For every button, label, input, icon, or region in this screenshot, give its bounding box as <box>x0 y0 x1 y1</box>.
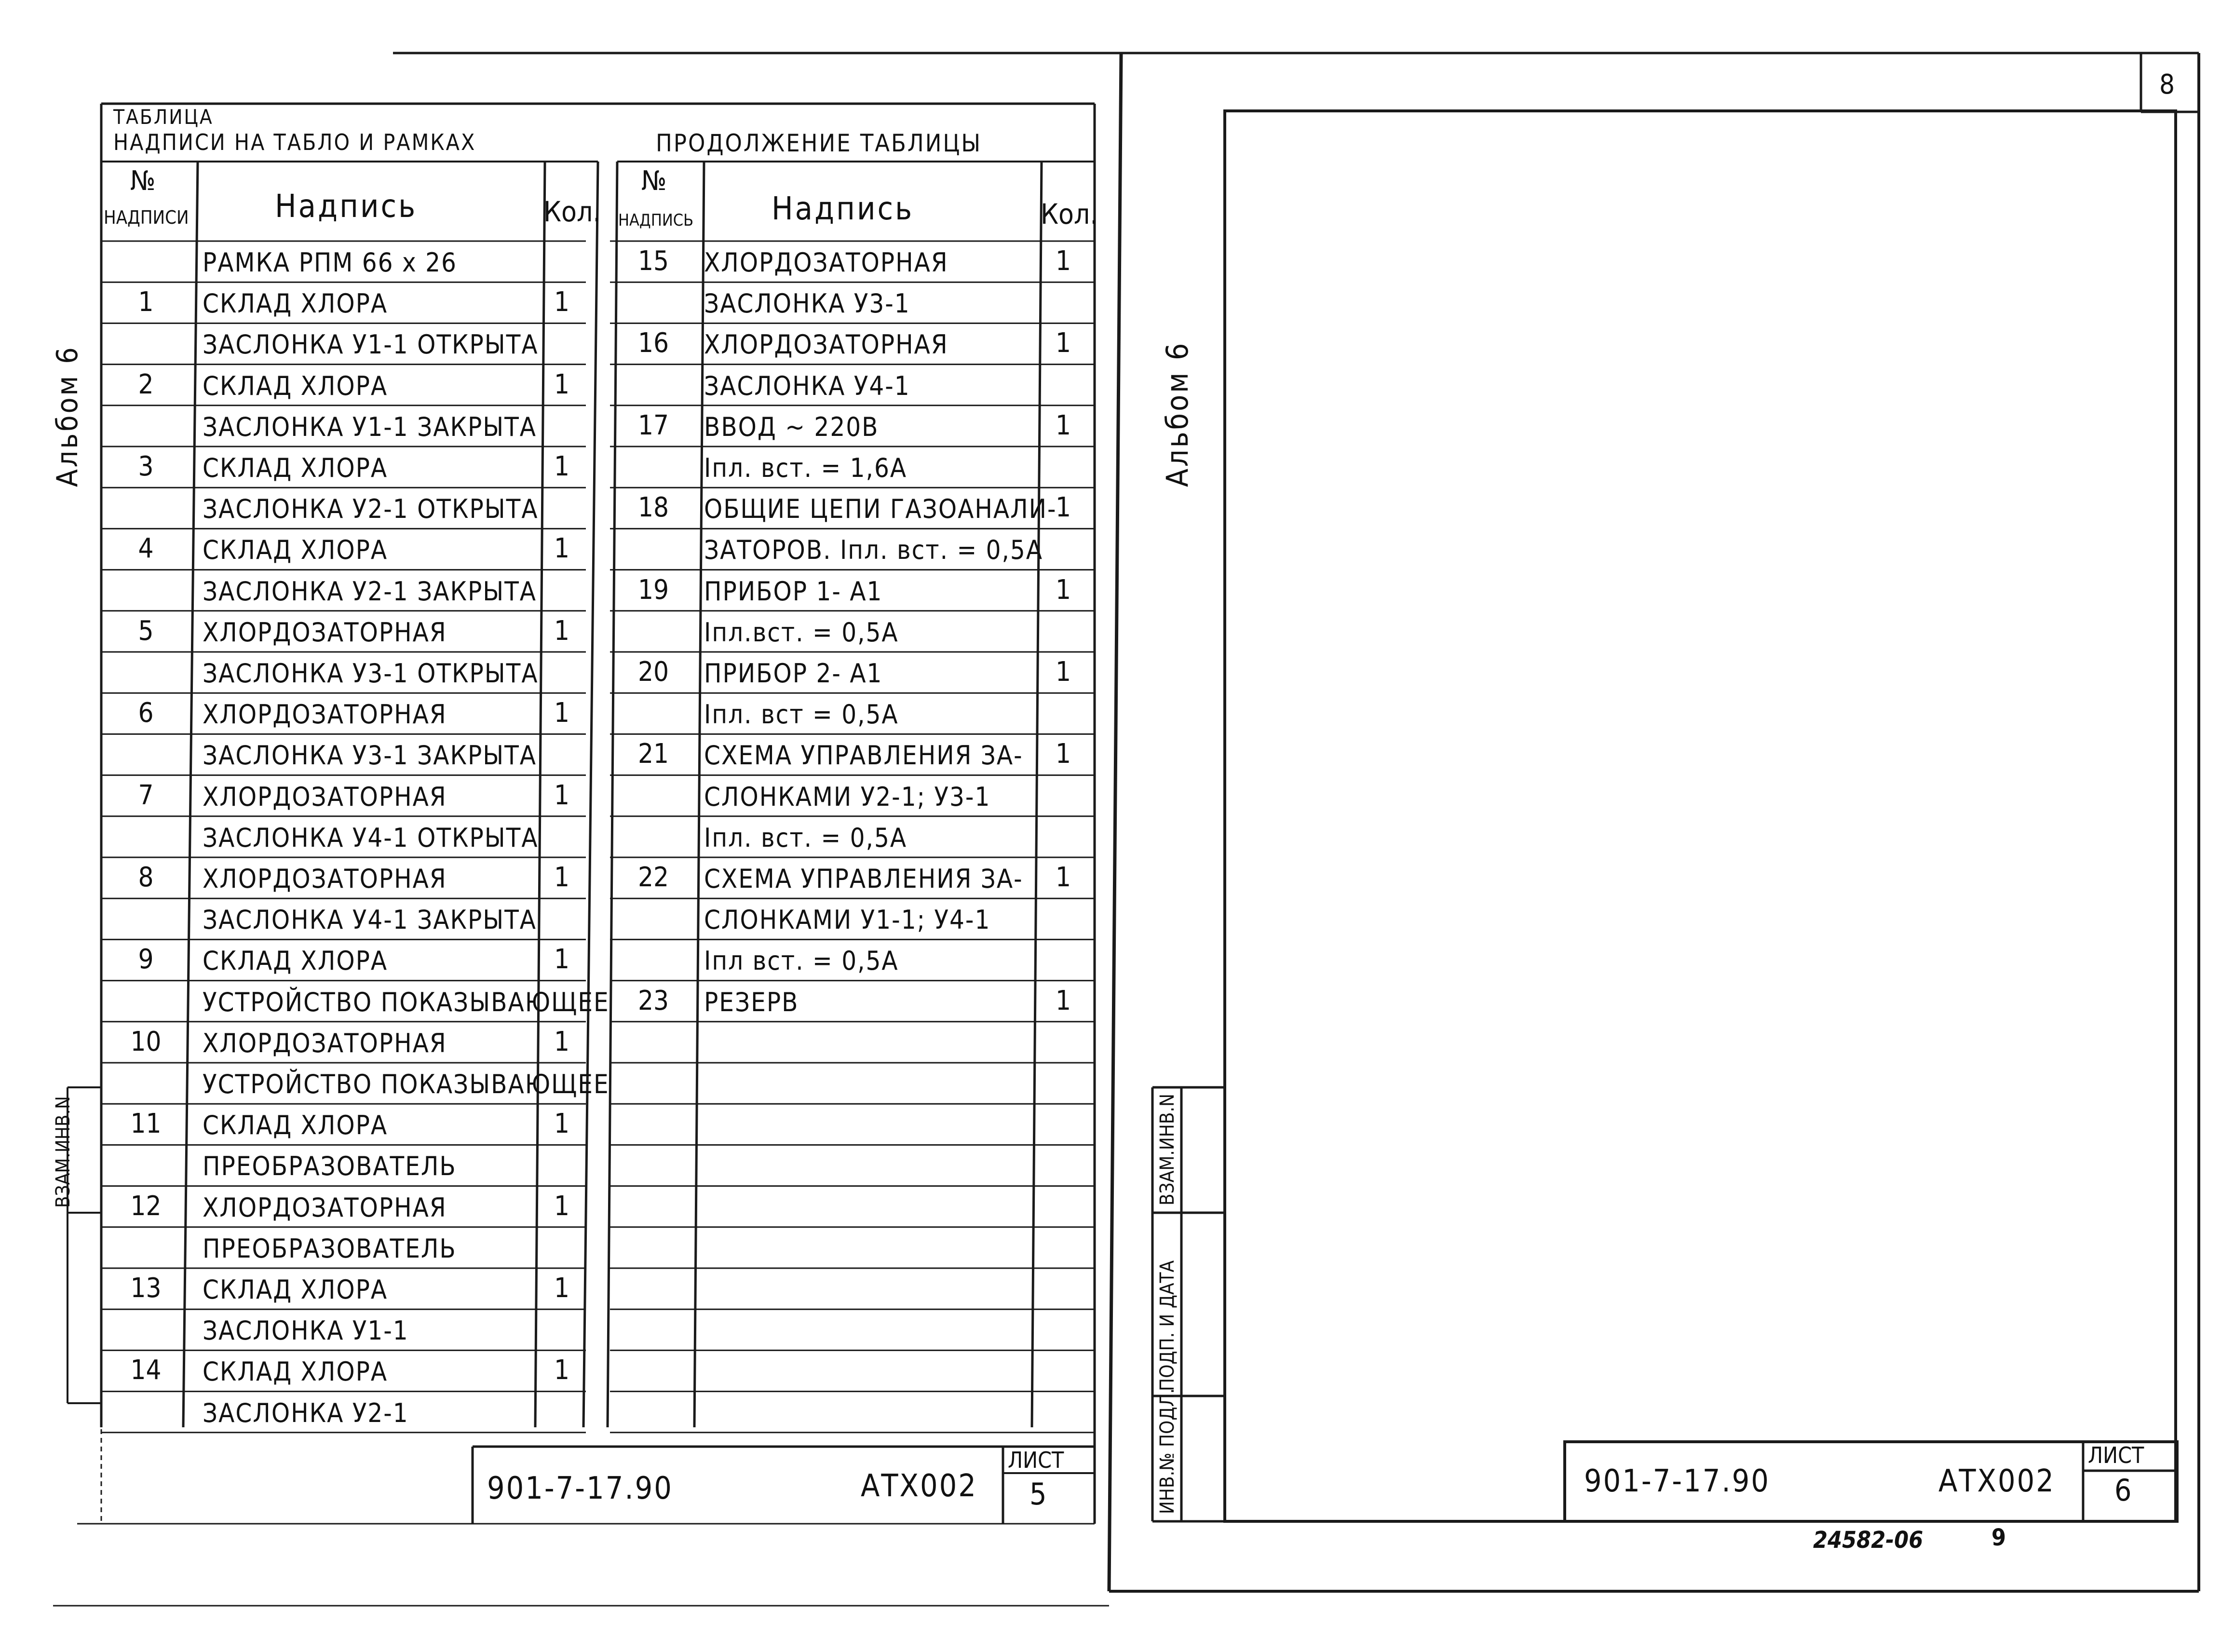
row-inscription: СКЛАД ХЛОРА <box>203 535 388 566</box>
row-inscription: ПРЕОБРАЗОВАТЕЛЬ <box>203 1233 457 1264</box>
row-number: 6 <box>138 697 154 729</box>
row-quantity: 1 <box>1055 492 1071 524</box>
row-inscription: РАМКА РПМ 66 х 26 <box>203 247 457 278</box>
row-inscription: СКЛАД ХЛОРА <box>203 453 388 483</box>
row-inscription: Iпл. вст. = 1,6А <box>704 453 907 483</box>
row-quantity: 1 <box>554 1354 570 1386</box>
row-quantity: 1 <box>554 862 570 893</box>
row-quantity: 1 <box>1055 245 1071 277</box>
row-inscription: ЗАСЛОНКА У2-1 ОТКРЫТА <box>203 494 539 525</box>
row-number: 15 <box>637 245 669 277</box>
row-number: 23 <box>637 985 669 1016</box>
row-number: 22 <box>637 862 669 893</box>
row-number: 4 <box>138 533 154 565</box>
row-inscription: СХЕМА УПРАВЛЕНИЯ ЗА- <box>704 740 1023 771</box>
header-text: Надпись <box>275 188 418 225</box>
table-caption: ТАБЛИЦА <box>113 105 214 129</box>
row-inscription: ЗАСЛОНКА У4-1 <box>704 370 910 401</box>
row-inscription: СКЛАД ХЛОРА <box>203 288 388 319</box>
row-inscription: СКЛАД ХЛОРА <box>203 370 388 401</box>
row-quantity: 1 <box>1055 409 1071 441</box>
row-inscription: ХЛОРДОЗАТОРНАЯ <box>704 329 948 360</box>
row-number: 20 <box>637 656 669 688</box>
row-inscription: РЕЗЕРВ <box>704 987 799 1017</box>
stamp-code-left: АТХ002 <box>861 1468 977 1504</box>
row-inscription: СКЛАД ХЛОРА <box>203 946 388 976</box>
row-inscription: СКЛАД ХЛОРА <box>203 1110 388 1141</box>
stamp-designation-right: 901-7-17.90 <box>1584 1463 1770 1499</box>
stamp-sheet-label-left: ЛИСТ <box>1008 1447 1064 1473</box>
row-inscription: СХЕМА УПРАВЛЕНИЯ ЗА- <box>704 864 1023 894</box>
header-number-symbol-right: № <box>641 165 667 197</box>
row-number: 14 <box>130 1354 162 1386</box>
row-inscription: СКЛАД ХЛОРА <box>203 1356 388 1387</box>
row-number: 8 <box>138 862 154 893</box>
row-number: 9 <box>138 944 154 975</box>
row-inscription: ЗАСЛОНКА У2-1 <box>203 1397 409 1428</box>
side-stamp-left-label: ВЗАМ.ИНВ.N <box>52 1096 74 1208</box>
row-quantity: 1 <box>554 1273 570 1304</box>
row-number: 17 <box>637 409 669 441</box>
row-quantity: 1 <box>554 697 570 729</box>
row-inscription: СЛОНКАМИ У2-1; У3-1 <box>704 781 991 812</box>
row-quantity: 1 <box>554 615 570 647</box>
row-inscription: ХЛОРДОЗАТОРНАЯ <box>203 617 447 648</box>
continuation-caption: ПРОДОЛЖЕНИЕ ТАБЛИЦЫ <box>656 129 982 157</box>
row-quantity: 1 <box>1055 738 1071 770</box>
row-inscription: Iпл вст. = 0,5А <box>704 946 899 976</box>
page-number: 8 <box>2159 69 2175 100</box>
row-inscription: СКЛАД ХЛОРА <box>203 1274 388 1305</box>
row-inscription: ЗАСЛОНКА У1-1 <box>203 1315 409 1346</box>
side-stamp-replacement: ВЗАМ.ИНВ.N <box>1156 1094 1178 1205</box>
table-caption-subtitle: НАДПИСИ НА ТАБЛО И РАМКАХ <box>113 129 476 155</box>
side-stamp-inventory: ИНВ.№ ПОДЛ. <box>1156 1388 1178 1514</box>
row-inscription: ЗАСЛОНКА У4-1 ОТКРЫТА <box>203 822 539 853</box>
row-quantity: 1 <box>554 1190 570 1222</box>
row-inscription: ЗАСЛОНКА У3-1 ЗАКРЫТА <box>203 740 537 771</box>
row-quantity: 1 <box>1055 985 1071 1016</box>
header-number-symbol: № <box>130 165 156 197</box>
row-number: 5 <box>138 615 154 647</box>
row-inscription: ЗАСЛОНКА У3-1 ОТКРЫТА <box>203 658 539 689</box>
row-quantity: 1 <box>554 286 570 318</box>
row-number: 19 <box>637 574 669 606</box>
row-number: 11 <box>130 1108 162 1140</box>
row-inscription: ЗАСЛОНКА У1-1 ОТКРЫТА <box>203 329 539 360</box>
row-quantity: 1 <box>554 1108 570 1140</box>
row-inscription: ХЛОРДОЗАТОРНАЯ <box>203 1028 447 1058</box>
row-quantity: 1 <box>1055 656 1071 688</box>
row-inscription: ПРИБОР 2- А1 <box>704 658 883 689</box>
row-number: 3 <box>138 451 154 482</box>
row-inscription: ПРЕОБРАЗОВАТЕЛЬ <box>203 1151 457 1182</box>
header-qty: Кол. <box>543 195 601 228</box>
row-inscription: Iпл. вст. = 0,5А <box>704 822 907 853</box>
row-number: 7 <box>138 779 154 811</box>
row-inscription: ХЛОРДОЗАТОРНАЯ <box>203 699 447 730</box>
footer-number: 9 <box>1991 1524 2006 1551</box>
row-number: 12 <box>130 1190 162 1222</box>
header-qty-right: Кол. <box>1041 198 1098 230</box>
header-text-right: Надпись <box>772 190 914 227</box>
stamp-sheet-label-right: ЛИСТ <box>2088 1442 2144 1468</box>
album-label-right: Альбом 6 <box>1160 341 1195 487</box>
row-inscription: ХЛОРДОЗАТОРНАЯ <box>203 1192 447 1223</box>
row-quantity: 1 <box>554 1026 570 1057</box>
row-quantity: 1 <box>554 779 570 811</box>
row-quantity: 1 <box>1055 574 1071 606</box>
side-stamp-signature-date: ПОДП. И ДАТА <box>1156 1260 1178 1391</box>
row-inscription: Iпл.вст. = 0,5А <box>704 617 899 648</box>
row-number: 18 <box>637 492 669 524</box>
row-number: 13 <box>130 1273 162 1304</box>
row-inscription: УСТРОЙСТВО ПОКАЗЫВАЮЩЕЕ <box>203 1069 609 1099</box>
stamp-code-right: АТХ002 <box>1938 1463 2055 1499</box>
row-number: 10 <box>130 1026 162 1057</box>
stamp-sheet-number-right: 6 <box>2114 1473 2132 1508</box>
row-number: 2 <box>138 368 154 400</box>
row-inscription: ЗАСЛОНКА У4-1 ЗАКРЫТА <box>203 905 537 935</box>
row-quantity: 1 <box>1055 862 1071 893</box>
row-inscription: ЗАСЛОНКА У3-1 <box>704 288 910 319</box>
row-quantity: 1 <box>554 368 570 400</box>
stamp-designation-left: 901-7-17.90 <box>487 1471 673 1506</box>
row-inscription: ХЛОРДОЗАТОРНАЯ <box>203 781 447 812</box>
row-inscription: СЛОНКАМИ У1-1; У4-1 <box>704 905 991 935</box>
row-quantity: 1 <box>554 944 570 975</box>
row-inscription: ОБЩИЕ ЦЕПИ ГАЗОАНАЛИ- <box>704 494 1057 525</box>
header-number-label: НАДПИСИ <box>104 207 189 228</box>
row-inscription: ЗАСЛОНКА У2-1 ЗАКРЫТА <box>203 576 537 607</box>
row-quantity: 1 <box>1055 327 1071 359</box>
row-inscription: ЗАТОРОВ. Iпл. вст. = 0,5А <box>704 535 1043 566</box>
album-label-left: Альбом 6 <box>51 345 84 487</box>
row-inscription: ПРИБОР 1- А1 <box>704 576 883 607</box>
row-quantity: 1 <box>554 451 570 482</box>
row-inscription: УСТРОЙСТВО ПОКАЗЫВАЮЩЕЕ <box>203 987 609 1017</box>
row-inscription: ЗАСЛОНКА У1-1 ЗАКРЫТА <box>203 411 537 442</box>
row-inscription: ВВОД ~ 220В <box>704 411 879 442</box>
row-quantity: 1 <box>554 533 570 565</box>
row-inscription: ХЛОРДОЗАТОРНАЯ <box>203 864 447 894</box>
header-number-label-right: НАДПИСЬ <box>618 211 694 230</box>
stamp-sheet-number-left: 5 <box>1029 1476 1047 1512</box>
row-number: 16 <box>637 327 669 359</box>
footer-archive-code: 24582-06 <box>1813 1527 1923 1554</box>
row-inscription: Iпл. вст = 0,5А <box>704 699 899 730</box>
row-number: 21 <box>637 738 669 770</box>
row-inscription: ХЛОРДОЗАТОРНАЯ <box>704 247 948 278</box>
row-number: 1 <box>138 286 154 318</box>
